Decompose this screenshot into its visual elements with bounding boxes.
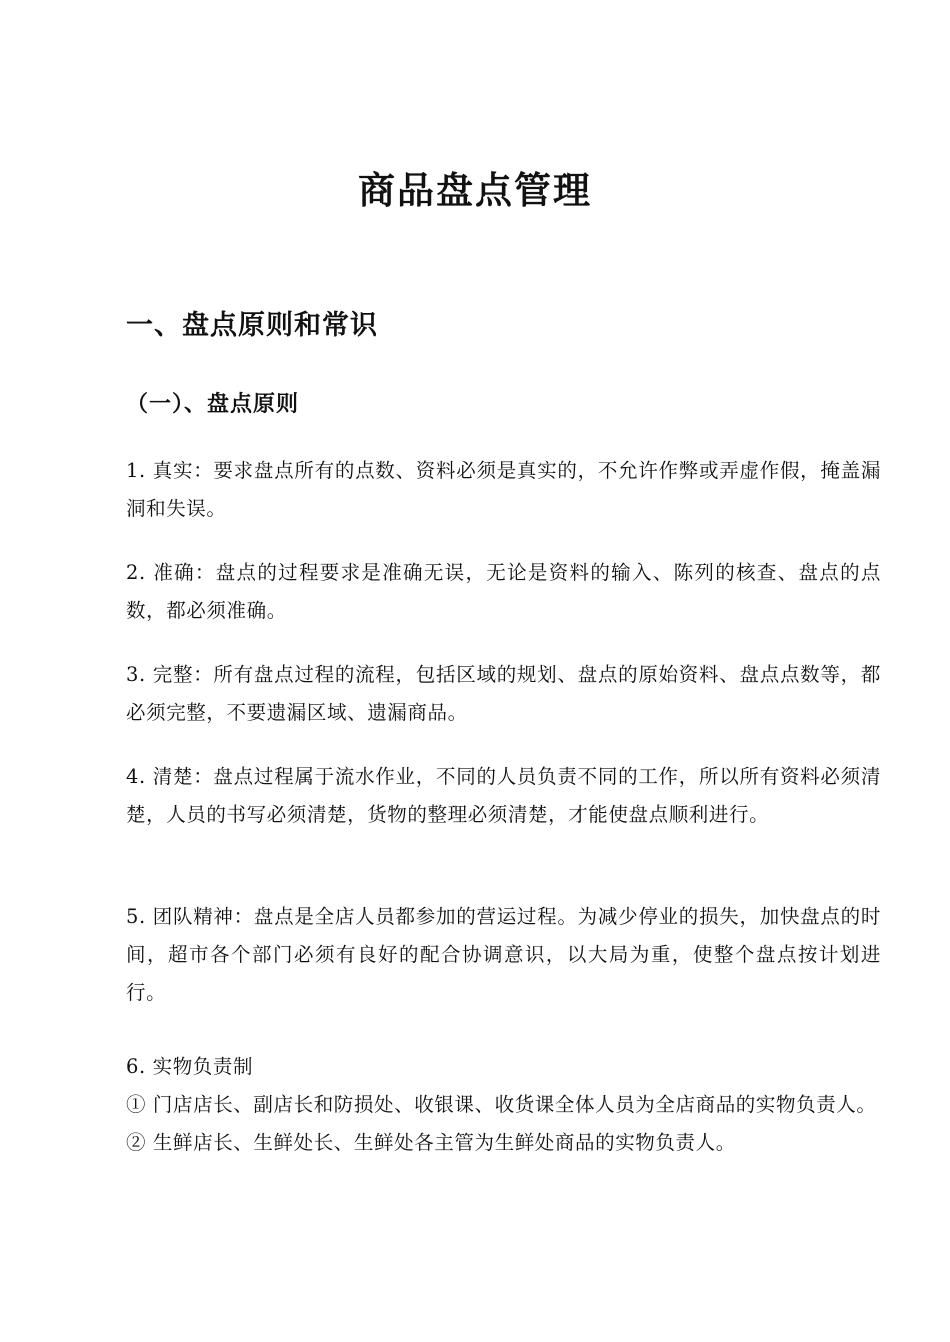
principle-clear: 4. 清楚：盘点过程属于流水作业，不同的人员负责不同的工作，所以所有资料必须清楚，人员的书写必须清楚，货物的整理必须清楚，才能使盘点顺利进行。 [126, 765, 881, 826]
principle-complete: 3. 完整：所有盘点过程的流程，包括区域的规划、盘点的原始资料、盘点点数等，都必须完整，不要遗漏区域、遗漏商品。 [126, 663, 881, 724]
responsibility-heading: 6. 实物负责制 [126, 1055, 254, 1078]
responsibility-point-1: ① 门店店长、副店长和防损处、收银课、收货课全体人员为全店商品的实物负责人。 [126, 1093, 877, 1116]
section-heading: 一、盘点原则和常识 [126, 310, 378, 341]
responsibility-point-2: ② 生鲜店长、生鲜处长、生鲜处各主管为生鲜处商品的实物负责人。 [126, 1131, 736, 1154]
subsection-heading: （一）、盘点原则 [126, 391, 300, 417]
document-title: 商品盘点管理 [358, 168, 592, 212]
principle-truthful: 1. 真实：要求盘点所有的点数、资料必须是真实的，不允许作弊或弄虚作假，掩盖漏洞和失误。 [126, 459, 881, 520]
principle-responsibility [126, 1048, 881, 1162]
principle-teamwork: 5. 团队精神：盘点是全店人员都参加的营运过程。为减少停业的损失，加快盘点的时间，超市各个部门必须有良好的配合协调意识，以大局为重，使整个盘点按计划进行。 [126, 905, 881, 1004]
principle-accurate: 2. 准确：盘点的过程要求是准确无误，无论是资料的输入、陈列的核查、盘点的点数，都必须准确。 [126, 561, 881, 622]
